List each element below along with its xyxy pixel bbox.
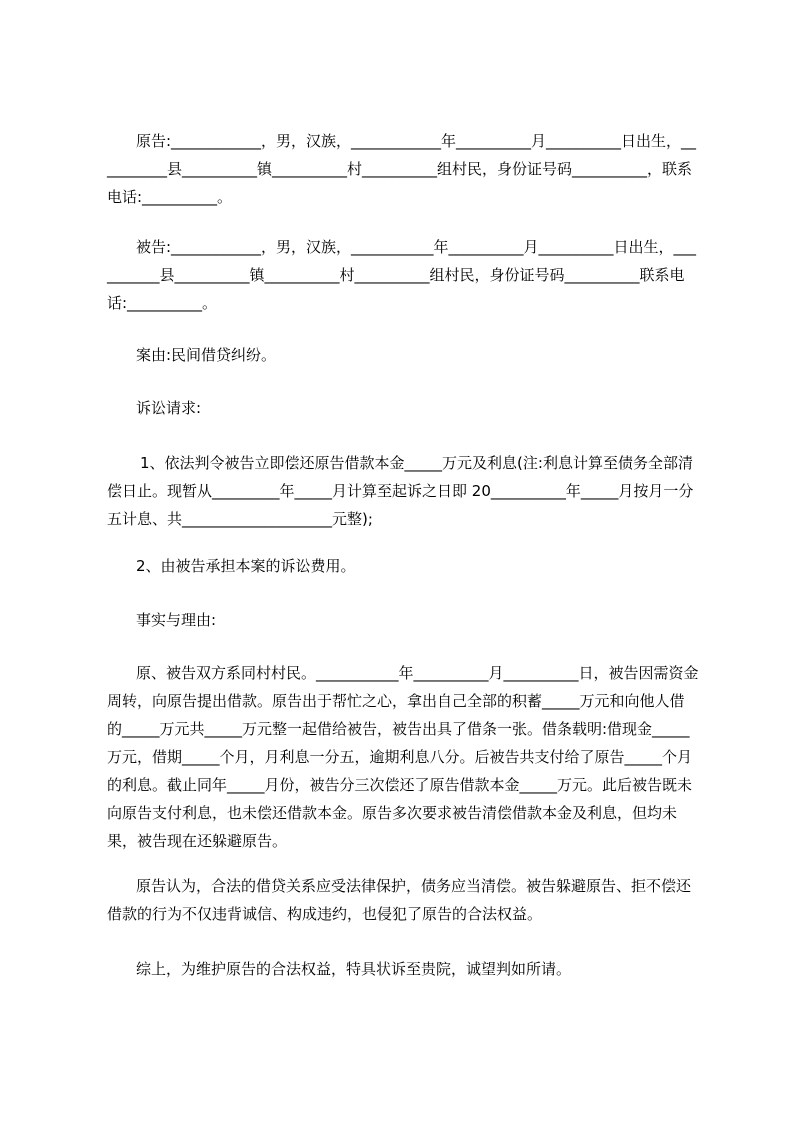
defendant-paragraph: 被告:____________，男，汉族，___________年__________月__________日出生，__________县__________镇__________村__________组村民，身份证号码__________联系电话:__________。 (107, 238, 697, 312)
claims-heading: 诉讼请求: (136, 399, 202, 417)
cause-paragraph: 案由:民间借贷纠纷。 (136, 346, 277, 364)
plaintiff-paragraph: 原告:____________，男，汉族，____________年__________月__________日出生，__________县__________镇__________村__________组村民，身份证号码__________，联系电话:__________。 (107, 132, 697, 206)
facts-heading: 事实与理由: (136, 611, 217, 629)
claim-item-2: 2、由被告承担本案的诉讼费用。 (136, 557, 356, 575)
opinion-paragraph: 原告认为，合法的借贷关系应受法律保护，债务应当清偿。被告躲避原告、拒不偿还借款的行为不仅违背诚信、构成违约，也侵犯了原告的合法权益。 (107, 877, 692, 923)
claim-item-1: 1、依法判令被告立即偿还原告借款本金_____万元及利息(注:利息计算至债务全部清偿日止。现暂从_________年_____月计算至起诉之日即 20__________年_____月按月一分五计息、共____________________元整); (107, 454, 694, 528)
conclusion-paragraph: 综上，为维护原告的合法权益，特具状诉至贵院，诚望判如所请。 (136, 960, 572, 978)
facts-paragraph: 原、被告双方系同村村民。___________年__________月__________日，被告因需资金周转，向原告提出借款。原告出于帮忙之心，拿出自己全部的积蓄_____万元和向他人借的_____万元共_____万元整一起借给被告，被告出具了借条一张。借条载明:借现金_____万元，借期_____个月，月利息一分五，逾期利息八分。后被告共支付给了原告_____个月的利息。截止同年_____月份，被告分三次偿还了原告借款本金_____万元。此后被告既未向原告支付利息，也未偿还借款本金。原告多次要求被告清偿借款本金及利息，但均未果，被告现在还躲避原告。 (107, 664, 699, 850)
